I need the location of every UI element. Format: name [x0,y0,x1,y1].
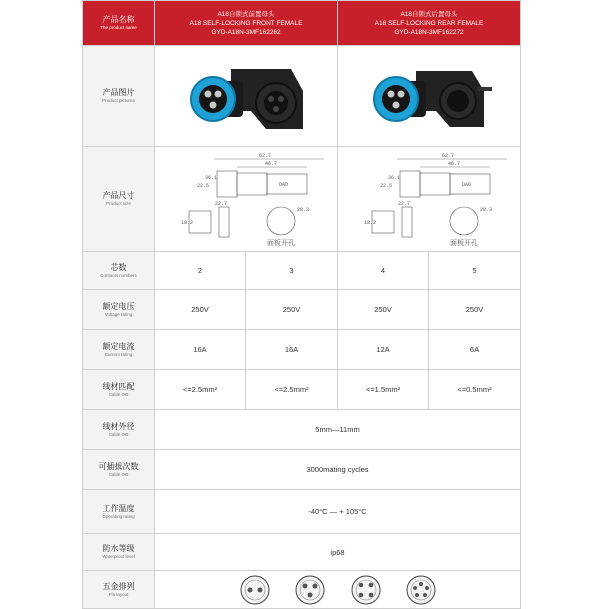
label-en: Product size [106,201,131,206]
rear-code: GYD-A18N-3MF162272 [394,28,464,36]
front-connector-icon [171,51,321,141]
cable-match-value: <=2.5mm² [155,370,246,410]
pin-layout-row [83,571,521,609]
contacts-value: 5 [429,252,521,290]
front-dimension-drawing [159,149,334,249]
dim-total: 62.7 [441,153,454,159]
cable-outer-value: 5mm—11mm [155,410,521,450]
mating-value: 3000mating cycles [155,450,521,490]
voltage-value: 250V [338,290,429,330]
label-en: Cable OD [108,471,129,477]
rear-drawing [338,147,521,252]
cable-match-value: <=0.5mm² [429,370,521,410]
label-cn: 工作温度 [102,503,135,513]
pictures-row [83,46,521,147]
front-name-cn: A18自锁式前置母头 [217,10,275,18]
dim-total: 62.7 [258,153,271,159]
dim-h1: 22.5 [196,183,209,189]
label-en: The product name [100,25,137,30]
label-cn: 额定电压 [102,301,135,311]
dim-body: 46.7 [447,161,460,167]
label-en: Current rating [104,351,133,357]
label-cell [83,147,155,252]
label-cell [83,370,155,410]
temperature-value: -40°C — + 105°C [155,490,521,534]
label-en: Operating rating [102,513,135,519]
label-cn: 可插拔次数 [98,461,139,471]
rear-name-cn: A18自锁式后置母头 [400,10,458,18]
pin-layout-3-icon [296,576,324,604]
label-cell [83,571,155,609]
pin-layout-4-icon [352,576,380,604]
label-cn: 防水等级 [102,544,135,553]
dim-h3: 18.2 [363,220,376,226]
cable-match-row [83,370,521,410]
panel-cutout-label: 面板开孔 [449,239,478,247]
dim-h1: 22.5 [379,183,392,189]
rear-connector-picture [338,46,521,147]
label-en: Cable OD [108,391,129,397]
panel-cutout-label: 面板开孔 [266,239,295,247]
spec-table [82,0,521,609]
label-cell [83,46,155,147]
contacts-value: 3 [246,252,338,290]
label-en: Contacts numbers [100,272,137,278]
label-cell [83,252,155,290]
rear-dimension-drawing [342,149,517,249]
front-header [155,1,338,46]
contacts-row [83,252,521,290]
dad-mark: DAD [278,182,288,188]
voltage-value: 250V [429,290,521,330]
cable-outer-row [83,410,521,450]
dim-side: 22.7 [214,201,227,207]
header-row [83,1,521,46]
rear-connector-icon [354,51,504,141]
front-name-en: A18 SELF-LOCKING FRONT FEMALE [189,19,303,27]
label-cell [83,534,155,571]
dim-h3: 18.2 [180,220,193,226]
dim-hole: 20.3 [479,207,492,213]
label-cn: 五金排列 [102,581,135,591]
current-row [83,330,521,370]
label-cn: 产品图片 [102,88,135,97]
pin-layout-cell [155,571,521,609]
dad-mark: DAD [461,182,471,188]
pin-layout-2-icon [241,576,269,604]
label-en: Product pictures [102,98,135,103]
contacts-value: 2 [155,252,246,290]
dim-side: 22.7 [397,201,410,207]
pin-layout-icons [233,573,443,607]
waterproof-value: ip68 [155,534,521,571]
front-code: GYD-A18N-3MF162262 [211,28,281,36]
label-cell [83,410,155,450]
current-value: 16A [246,330,338,370]
label-cell [83,290,155,330]
label-en: Waterproof level [102,554,135,559]
label-cell [83,330,155,370]
label-cell [83,1,155,46]
label-cn: 额定电流 [102,341,135,351]
current-value: 6A [429,330,521,370]
voltage-value: 250V [155,290,246,330]
cable-match-value: <=2.5mm² [246,370,338,410]
label-en: Cable OD [108,431,129,437]
dim-h2: 36.1 [387,175,400,181]
dim-h2: 36.1 [204,175,217,181]
label-cn: 线材匹配 [102,381,135,391]
label-cn: 线材外径 [102,421,135,431]
label-cn: 产品尺寸 [102,191,135,200]
rear-name-en: A18 SELF-LOCKING REAR FEMALE [374,19,484,27]
current-value: 12A [338,330,429,370]
front-connector-picture [155,46,338,147]
mating-row [83,450,521,490]
voltage-row [83,290,521,330]
voltage-value: 250V [246,290,338,330]
dim-hole: 20.3 [296,207,309,213]
size-row [83,147,521,252]
label-cell [83,490,155,534]
dim-body: 46.7 [264,161,277,167]
cable-match-value: <=1.5mm² [338,370,429,410]
rear-header [338,1,521,46]
label-cell [83,450,155,490]
current-value: 16A [155,330,246,370]
label-en: Voltage rating [104,311,133,317]
label-cn: 产品名称 [102,15,135,24]
label-en: Pin layout [108,591,129,597]
waterproof-row [83,534,521,571]
pin-layout-5-icon [407,576,435,604]
temperature-row [83,490,521,534]
contacts-value: 4 [338,252,429,290]
front-drawing [155,147,338,252]
label-cn: 芯数 [110,262,127,272]
